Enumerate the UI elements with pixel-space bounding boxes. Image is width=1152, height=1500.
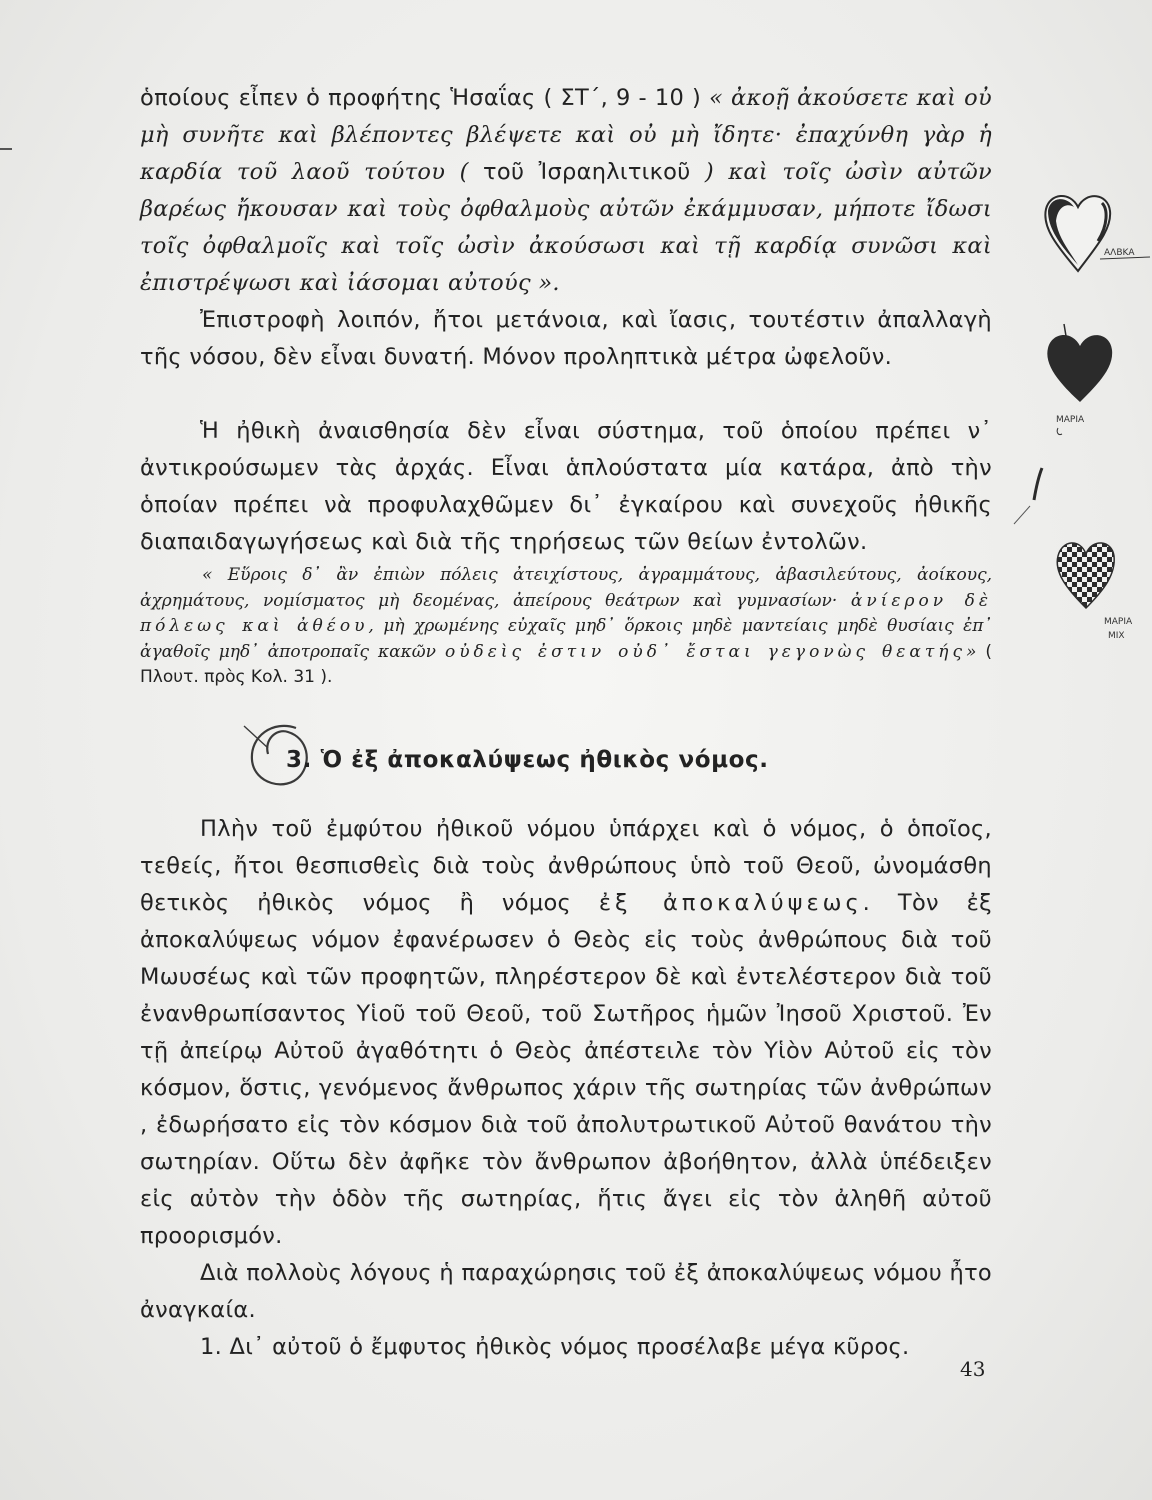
heart1-label: ΑΛΒΚΑ: [1104, 248, 1135, 258]
revealed-law-text-b: . Τὸν ἐξ ἀποκαλύψεως νόμον ἐφανέρωσεν ὁ Θεὸς εἰς τοὺς ἀνθρώπους διὰ τοῦ Μωυσέως καὶ τῶν προφητῶν, πληρέστερον δὲ καὶ ἐντελέστερον διὰ τοῦ ἐνανθρωπίσαντος Υἱοῦ τοῦ Θεοῦ, τοῦ Σωτῆρος ἡμῶν Ἰησοῦ Χριστοῦ. Ἐν τῇ ἀπείρῳ Αὐτοῦ ἀγαθότητι ὁ Θεὸς ἀπέστειλε τὸν Υἱὸν Αὐτοῦ εἰς τὸν κόσμον, ὅστις, γενόμενος ἄνθρωπος χάριν τῆς σωτηρίας τῶν ἀνθρώπων , ἐδωρήσατο εἰς τὸν κόσμον διὰ τοῦ ἀπολυτρωτικοῦ Αὐτοῦ θανάτου τὴν σωτηρίαν. Οὕτω δὲν ἀφῆκε τὸν ἄνθρωπον ἀβοήθητον, ἀλλὰ ὑπέδειξεν εἰς αὐτὸν τὴν ὁδὸν τῆς σωτηρίας, ἥτις ἄγει εἰς τὸν ἀληθῆ αὐτοῦ προορισμόν.: [140, 890, 992, 1249]
revealed-law-spaced: ἐξ ἀποκαλύψεως: [598, 890, 863, 916]
heart3-sublabel: ΜΙΧ: [1108, 631, 1125, 641]
quote-spaced-1: ἀνίερον δὲ πόλεως καὶ ἀθέου: [140, 590, 992, 636]
heart-checkered-doodle: [1052, 532, 1152, 644]
paragraph-moral-insensitivity: Ἡ ἠθικὴ ἀναισθησία δὲν εἶναι σύστημα, τοῦ ὁποίου πρέπει ν᾿ ἀντικρούσωμεν τὰς ἀρχάς. Εἶναι ἁπλούστατα μία κατάρα, ἀπὸ τὴν ὁποίαν πρέπει νὰ προφυλαχθῶμεν δι᾿ ἐγκαίρου καὶ συνεχοῦς ἠθικῆς διαπαιδαγωγήσεως καὶ διὰ τῆς τηρήσεως τῶν θείων ἐντολῶν.: [140, 418, 992, 555]
revealed-law-text-a: Πλὴν τοῦ ἐμφύτου ἠθικοῦ νόμου ὑπάρχει καὶ ὁ νόμος, ὁ ὁποῖος, τεθείς, ἤτοι θεσπισθεὶς διὰ τοὺς ἀνθρώπους ὑπὸ τοῦ Θεοῦ, ὠνομάσθη θετικὸς ἠθικὸς νόμος ἢ νόμος: [140, 816, 992, 916]
isaiah-quote-ending: ) καὶ τοῖς ὠσὶν αὐτῶν βαρέως ἤκουσαν καὶ τοὺς ὀφθαλμοὺς αὐτῶν ἐκάμμυσαν, μήποτε ἴδωσι τοῖς ὀφθαλμοῖς καὶ τοῖς ὠσὶν ἀκούσωσι καὶ τῇ καρδίᾳ συνῶσι καὶ ἐπιστρέψωσι καὶ ἰάσομαι αὐτούς ».: [140, 159, 992, 296]
quote-part-2: , μὴ χρωμένης εὐχαῖς μηδ᾿ ὅρκοις μηδὲ μαντείαις μηδὲ θυσίαις ἐπ᾿ ἀγαθοῖς μηδ᾿ ἀποτροπαῖς κακῶν: [140, 616, 992, 662]
paragraph-lead: ὁποίους εἶπεν ὁ προφήτης Ἡσαΐας ( ΣΤ΄, 9 - 10 ): [140, 85, 710, 111]
margin-tick-mark: [0, 148, 12, 150]
quote-citation: ( Πλουτ. πρὸς Κολ. 31 ).: [140, 641, 992, 687]
pen-stroke-doodle: [1000, 460, 1060, 530]
plutarch-quote-block: [140, 563, 992, 691]
heart-filled-doodle: [1030, 318, 1152, 438]
paragraph-isaiah-quote: [140, 80, 992, 302]
page-number: 43: [960, 1357, 986, 1381]
quote-part-1: « Εὕροις δ᾿ ἂν ἐπιὼν πόλεις ἀτειχίστους, ἀγραμμάτους, ἀβασιλεύτους, ἀοίκους, ἀχρημάτους, νομίσματος μὴ δεομένας, ἀπείρους θεάτρων καὶ γυμνασίων·: [140, 565, 992, 611]
heart2-label: ΜΑΡΙΑ: [1056, 415, 1085, 425]
paragraph-necessity: Διὰ πολλοὺς λόγους ἡ παραχώρησις τοῦ ἐξ ἀποκαλύψεως νόμου ἦτο ἀναγκαία.: [140, 1260, 992, 1323]
paragraph-revealed-law: [140, 811, 992, 1255]
paragraph-repentance: Ἐπιστροφὴ λοιπόν, ἤτοι μετάνοια, καὶ ἴασις, τουτέστιν ἀπαλλαγὴ τῆς νόσου, δὲν εἶναι δυνατή. Μόνον προληπτικὰ μέτρα ὠφελοῦν.: [140, 307, 992, 370]
heart-outline-doodle: [1038, 185, 1152, 285]
section-title: Ὁ ἐξ ἀποκαλύψεως ἠθικὸς νόμος.: [320, 747, 769, 773]
quote-spaced-2: οὐδεὶς ἐστιν οὐδ᾿ ἔσται γεγονὼς θεατής: [444, 641, 966, 662]
isaiah-quote-text: « ἀκοῇ ἀκούσετε καὶ οὐ μὴ συνῆτε καὶ βλέποντες βλέψετε καὶ οὐ μὴ ἴδητε· ἐπαχύνθη γὰρ ἡ καρδία τοῦ λαοῦ τούτου (: [140, 85, 992, 185]
quote-aside: τοῦ Ἰσραηλιτικοῦ: [483, 159, 691, 185]
section-number: 3.: [286, 747, 312, 773]
paragraph-point-1: 1. Δι᾿ αὐτοῦ ὁ ἔμφυτος ἠθικὸς νόμος προσέλαβε μέγα κῦρος.: [200, 1334, 910, 1360]
quote-part-3: »: [965, 641, 986, 662]
section-heading: [286, 747, 769, 773]
heart3-label: ΜΑΡΙΑ: [1104, 617, 1133, 627]
